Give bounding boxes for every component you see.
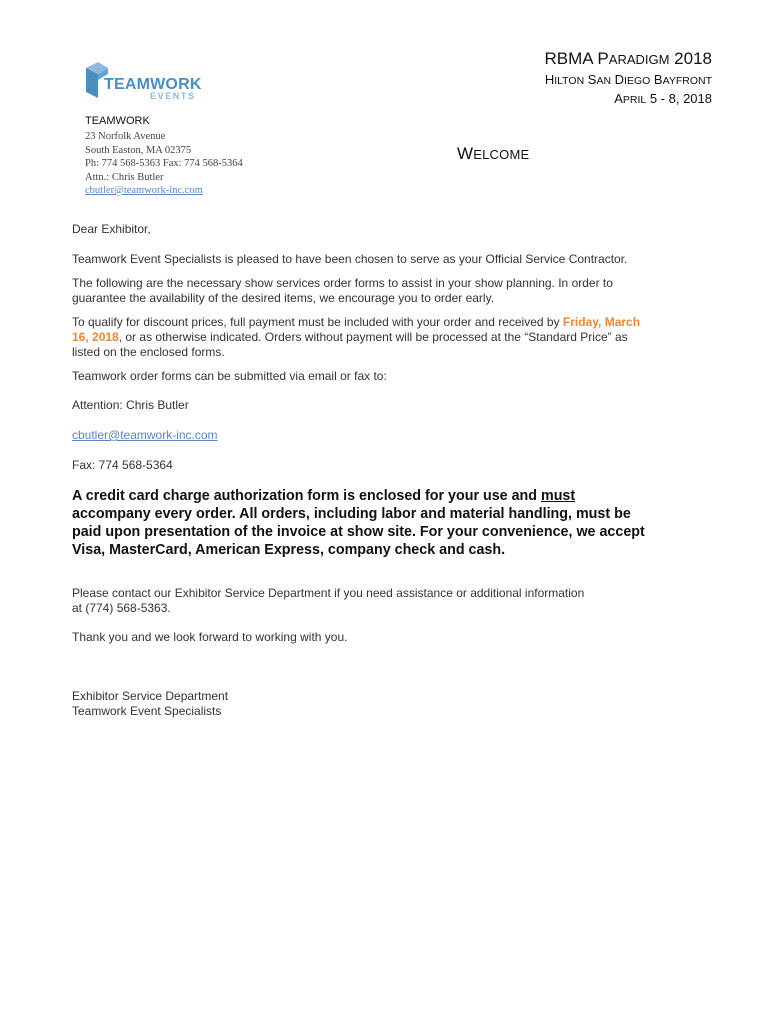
address-line: Ph: 774 568-5363 Fax: 774 568-5364 [85, 158, 243, 169]
paragraph-submission: Teamwork order forms can be submitted via email or fax to: [72, 369, 387, 383]
address-line: South Easton, MA 02375 [85, 144, 192, 156]
attention-line: Attention: Chris Butler [72, 398, 189, 412]
address-line: Attn.: Chris Butler [85, 171, 164, 183]
contact-email-link[interactable]: cbutler@teamwork-inc.com [72, 428, 218, 442]
event-venue: HILTON SAN DIEGO BAYFRONT [544, 72, 712, 87]
event-date: APRIL 5 - 8, 2018 [614, 91, 712, 106]
paragraph-intro: Teamwork Event Specialists is pleased to have been chosen to serve as your Official Service Contractor. [72, 252, 628, 266]
greeting: Dear Exhibitor, [72, 222, 151, 236]
fax-line: Fax: 774 568-5364 [72, 458, 173, 472]
paragraph-thanks: Thank you and we look forward to working with you. [72, 630, 348, 644]
address-line: 23 Norfolk Avenue [85, 131, 166, 142]
paragraph-discount: To qualify for discount prices, full payment must be included with your order and received by Friday, March 16, 2018, or as otherwise indicated. Orders without payment will be processed at the “Standard Price” as listed on the enclosed forms. [72, 315, 641, 359]
company-name: TEAMWORK [85, 115, 150, 127]
logo-text-events: EVENTS [150, 91, 196, 101]
address-email-link[interactable]: cbutler@teamwork-inc.com [85, 185, 203, 196]
teamwork-logo [84, 60, 214, 104]
event-header [545, 48, 712, 109]
paragraph-forms: The following are the necessary show services order forms to assist in your show planning. In order to guarantee the availability of the desired items, we encourage you to order early. [72, 276, 613, 305]
payment-notice: A credit card charge authorization form is enclosed for your use and must accompany every order. All orders, including labor and material handling, must be paid upon presentation of the invoice at show site. For your convenience, we accept Visa, MasterCard, American Express, company check and cash. [72, 488, 645, 558]
paragraph-contact: Please contact our Exhibitor Service Department if you need assistance or additional information at (774) 568-5363. [72, 586, 585, 615]
deadline-date: Friday, March [562, 315, 641, 329]
logo-text-teamwork: TEAMWORK [104, 76, 202, 93]
signature-block: Exhibitor Service Department Teamwork Event Specialists [72, 689, 229, 718]
letter-body [72, 222, 692, 719]
deadline-date-cont: 16, 2018 [72, 330, 119, 344]
event-name: RBMA PARADIGM 2018 [544, 49, 712, 68]
company-address [85, 114, 243, 198]
welcome-heading: WELCOME [457, 144, 530, 163]
